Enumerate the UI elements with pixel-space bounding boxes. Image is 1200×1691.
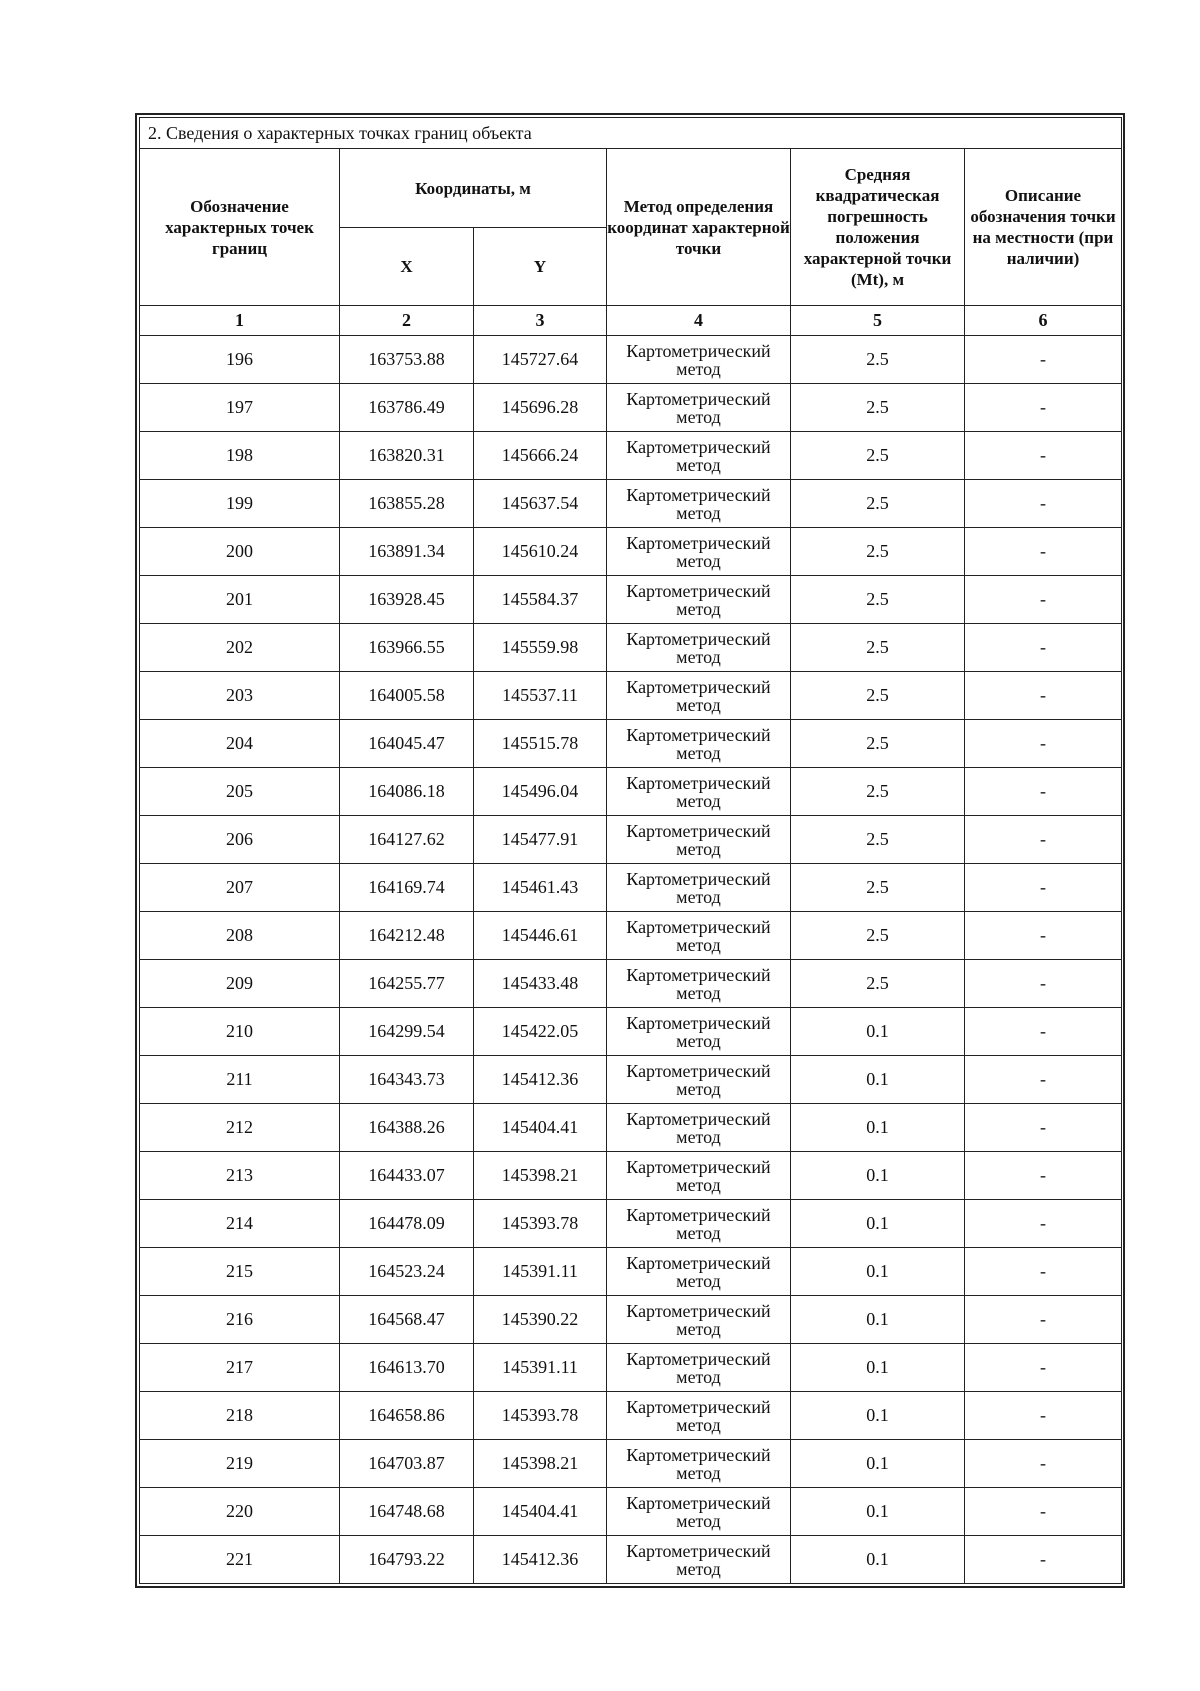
description-cell: - bbox=[965, 960, 1122, 1008]
x-coordinate-cell: 164086.18 bbox=[340, 768, 474, 816]
table-row bbox=[140, 336, 1122, 384]
column-number: 5 bbox=[791, 306, 965, 336]
point-id-cell: 203 bbox=[140, 672, 340, 720]
error-cell: 2.5 bbox=[791, 528, 965, 576]
x-coordinate-cell: 164793.22 bbox=[340, 1536, 474, 1584]
table-row bbox=[140, 672, 1122, 720]
point-id-cell: 198 bbox=[140, 432, 340, 480]
method-cell bbox=[607, 1536, 791, 1584]
y-coordinate-cell: 145393.78 bbox=[474, 1392, 607, 1440]
header-description: Описание обозначения точки на местности (при наличии) bbox=[965, 149, 1122, 306]
x-coordinate-cell: 163786.49 bbox=[340, 384, 474, 432]
point-id-cell: 196 bbox=[140, 336, 340, 384]
table-row bbox=[140, 1248, 1122, 1296]
header-coordinates: Координаты, м bbox=[340, 149, 607, 228]
method-cell bbox=[607, 1488, 791, 1536]
table-row bbox=[140, 1536, 1122, 1584]
method-cell bbox=[607, 1056, 791, 1104]
table-row bbox=[140, 384, 1122, 432]
error-cell: 0.1 bbox=[791, 1008, 965, 1056]
x-coordinate-cell: 163928.45 bbox=[340, 576, 474, 624]
table-row bbox=[140, 960, 1122, 1008]
method-line-2: метод bbox=[676, 1078, 721, 1099]
x-coordinate-cell: 164299.54 bbox=[340, 1008, 474, 1056]
table-row bbox=[140, 768, 1122, 816]
method-line-2: метод bbox=[676, 694, 721, 715]
x-coordinate-cell: 164255.77 bbox=[340, 960, 474, 1008]
method-cell bbox=[607, 1344, 791, 1392]
point-id-cell: 213 bbox=[140, 1152, 340, 1200]
method-line-2: метод bbox=[676, 1270, 721, 1291]
description-cell: - bbox=[965, 672, 1122, 720]
error-cell: 0.1 bbox=[791, 1344, 965, 1392]
description-cell: - bbox=[965, 816, 1122, 864]
point-id-cell: 206 bbox=[140, 816, 340, 864]
x-coordinate-cell: 164478.09 bbox=[340, 1200, 474, 1248]
method-cell bbox=[607, 576, 791, 624]
x-coordinate-cell: 163966.55 bbox=[340, 624, 474, 672]
header-method: Метод определения координат характерной точки bbox=[607, 149, 791, 306]
error-cell: 2.5 bbox=[791, 384, 965, 432]
description-cell: - bbox=[965, 1248, 1122, 1296]
x-coordinate-cell: 164169.74 bbox=[340, 864, 474, 912]
y-coordinate-cell: 145393.78 bbox=[474, 1200, 607, 1248]
description-cell: - bbox=[965, 1152, 1122, 1200]
x-coordinate-cell: 164433.07 bbox=[340, 1152, 474, 1200]
method-line-2: метод bbox=[676, 838, 721, 859]
method-line-1: Картометрический bbox=[626, 1108, 771, 1129]
point-id-cell: 216 bbox=[140, 1296, 340, 1344]
x-coordinate-cell: 164212.48 bbox=[340, 912, 474, 960]
method-cell bbox=[607, 432, 791, 480]
point-id-cell: 219 bbox=[140, 1440, 340, 1488]
error-cell: 2.5 bbox=[791, 816, 965, 864]
method-line-1: Картометрический bbox=[626, 676, 771, 697]
method-cell bbox=[607, 720, 791, 768]
point-id-cell: 215 bbox=[140, 1248, 340, 1296]
error-cell: 0.1 bbox=[791, 1056, 965, 1104]
y-coordinate-cell: 145391.11 bbox=[474, 1248, 607, 1296]
method-line-2: метод bbox=[676, 358, 721, 379]
point-id-cell: 210 bbox=[140, 1008, 340, 1056]
method-line-1: Картометрический bbox=[626, 916, 771, 937]
error-cell: 2.5 bbox=[791, 720, 965, 768]
table-row bbox=[140, 1056, 1122, 1104]
method-cell bbox=[607, 1392, 791, 1440]
error-cell: 2.5 bbox=[791, 432, 965, 480]
method-line-2: метод bbox=[676, 1558, 721, 1579]
header-y: Y bbox=[474, 228, 607, 306]
method-line-1: Картометрический bbox=[626, 1060, 771, 1081]
y-coordinate-cell: 145696.28 bbox=[474, 384, 607, 432]
error-cell: 2.5 bbox=[791, 576, 965, 624]
y-coordinate-cell: 145477.91 bbox=[474, 816, 607, 864]
method-line-2: метод bbox=[676, 502, 721, 523]
column-number-row bbox=[140, 306, 1122, 336]
method-line-2: метод bbox=[676, 1222, 721, 1243]
method-line-1: Картометрический bbox=[626, 580, 771, 601]
table-row bbox=[140, 1008, 1122, 1056]
method-cell bbox=[607, 768, 791, 816]
table-row bbox=[140, 864, 1122, 912]
y-coordinate-cell: 145727.64 bbox=[474, 336, 607, 384]
error-cell: 0.1 bbox=[791, 1488, 965, 1536]
point-id-cell: 218 bbox=[140, 1392, 340, 1440]
error-cell: 2.5 bbox=[791, 480, 965, 528]
point-id-cell: 209 bbox=[140, 960, 340, 1008]
method-line-2: метод bbox=[676, 1510, 721, 1531]
table-row bbox=[140, 1344, 1122, 1392]
method-line-1: Картометрический bbox=[626, 532, 771, 553]
method-cell bbox=[607, 1008, 791, 1056]
method-line-2: метод bbox=[676, 790, 721, 811]
y-coordinate-cell: 145404.41 bbox=[474, 1104, 607, 1152]
method-cell bbox=[607, 336, 791, 384]
error-cell: 2.5 bbox=[791, 960, 965, 1008]
x-coordinate-cell: 163891.34 bbox=[340, 528, 474, 576]
method-cell bbox=[607, 384, 791, 432]
method-cell bbox=[607, 1152, 791, 1200]
y-coordinate-cell: 145537.11 bbox=[474, 672, 607, 720]
method-line-1: Картометрический bbox=[626, 1156, 771, 1177]
point-id-cell: 217 bbox=[140, 1344, 340, 1392]
description-cell: - bbox=[965, 1296, 1122, 1344]
header-x: X bbox=[340, 228, 474, 306]
method-cell bbox=[607, 528, 791, 576]
method-line-1: Картометрический bbox=[626, 1012, 771, 1033]
table-row bbox=[140, 432, 1122, 480]
column-number: 3 bbox=[474, 306, 607, 336]
error-cell: 0.1 bbox=[791, 1200, 965, 1248]
method-line-1: Картометрический bbox=[626, 964, 771, 985]
method-line-2: метод bbox=[676, 886, 721, 907]
y-coordinate-cell: 145412.36 bbox=[474, 1056, 607, 1104]
table-row bbox=[140, 1152, 1122, 1200]
point-id-cell: 197 bbox=[140, 384, 340, 432]
point-id-cell: 201 bbox=[140, 576, 340, 624]
y-coordinate-cell: 145422.05 bbox=[474, 1008, 607, 1056]
y-coordinate-cell: 145446.61 bbox=[474, 912, 607, 960]
column-number: 2 bbox=[340, 306, 474, 336]
y-coordinate-cell: 145404.41 bbox=[474, 1488, 607, 1536]
point-id-cell: 220 bbox=[140, 1488, 340, 1536]
error-cell: 0.1 bbox=[791, 1296, 965, 1344]
x-coordinate-cell: 164045.47 bbox=[340, 720, 474, 768]
point-id-cell: 207 bbox=[140, 864, 340, 912]
table-row bbox=[140, 480, 1122, 528]
method-cell bbox=[607, 1440, 791, 1488]
description-cell: - bbox=[965, 1440, 1122, 1488]
column-number: 4 bbox=[607, 306, 791, 336]
method-cell bbox=[607, 864, 791, 912]
description-cell: - bbox=[965, 624, 1122, 672]
error-cell: 0.1 bbox=[791, 1248, 965, 1296]
y-coordinate-cell: 145666.24 bbox=[474, 432, 607, 480]
description-cell: - bbox=[965, 1536, 1122, 1584]
y-coordinate-cell: 145433.48 bbox=[474, 960, 607, 1008]
x-coordinate-cell: 164523.24 bbox=[340, 1248, 474, 1296]
method-line-1: Картометрический bbox=[626, 484, 771, 505]
method-line-2: метод bbox=[676, 646, 721, 667]
method-line-1: Картометрический bbox=[626, 772, 771, 793]
description-cell: - bbox=[965, 528, 1122, 576]
point-id-cell: 214 bbox=[140, 1200, 340, 1248]
error-cell: 0.1 bbox=[791, 1392, 965, 1440]
method-line-2: метод bbox=[676, 1414, 721, 1435]
x-coordinate-cell: 164703.87 bbox=[340, 1440, 474, 1488]
method-line-2: метод bbox=[676, 1174, 721, 1195]
error-cell: 0.1 bbox=[791, 1152, 965, 1200]
method-line-2: метод bbox=[676, 982, 721, 1003]
table-row bbox=[140, 1440, 1122, 1488]
method-cell bbox=[607, 1104, 791, 1152]
point-id-cell: 204 bbox=[140, 720, 340, 768]
description-cell: - bbox=[965, 912, 1122, 960]
column-number: 1 bbox=[140, 306, 340, 336]
method-line-1: Картометрический bbox=[626, 628, 771, 649]
description-cell: - bbox=[965, 1488, 1122, 1536]
table-row bbox=[140, 528, 1122, 576]
point-id-cell: 199 bbox=[140, 480, 340, 528]
description-cell: - bbox=[965, 864, 1122, 912]
method-line-1: Картометрический bbox=[626, 820, 771, 841]
method-line-1: Картометрический bbox=[626, 388, 771, 409]
point-id-cell: 200 bbox=[140, 528, 340, 576]
error-cell: 0.1 bbox=[791, 1104, 965, 1152]
x-coordinate-cell: 163855.28 bbox=[340, 480, 474, 528]
y-coordinate-cell: 145584.37 bbox=[474, 576, 607, 624]
description-cell: - bbox=[965, 1104, 1122, 1152]
y-coordinate-cell: 145391.11 bbox=[474, 1344, 607, 1392]
table-row bbox=[140, 624, 1122, 672]
description-cell: - bbox=[965, 720, 1122, 768]
method-cell bbox=[607, 1296, 791, 1344]
method-line-1: Картометрический bbox=[626, 436, 771, 457]
description-cell: - bbox=[965, 1008, 1122, 1056]
method-line-2: метод bbox=[676, 1318, 721, 1339]
point-id-cell: 212 bbox=[140, 1104, 340, 1152]
method-line-1: Картометрический bbox=[626, 1396, 771, 1417]
method-line-2: метод bbox=[676, 598, 721, 619]
method-line-1: Картометрический bbox=[626, 868, 771, 889]
y-coordinate-cell: 145461.43 bbox=[474, 864, 607, 912]
x-coordinate-cell: 163753.88 bbox=[340, 336, 474, 384]
method-line-1: Картометрический bbox=[626, 1204, 771, 1225]
y-coordinate-cell: 145398.21 bbox=[474, 1440, 607, 1488]
description-cell: - bbox=[965, 432, 1122, 480]
y-coordinate-cell: 145496.04 bbox=[474, 768, 607, 816]
method-cell bbox=[607, 1248, 791, 1296]
y-coordinate-cell: 145412.36 bbox=[474, 1536, 607, 1584]
error-cell: 0.1 bbox=[791, 1536, 965, 1584]
description-cell: - bbox=[965, 1344, 1122, 1392]
x-coordinate-cell: 164658.86 bbox=[340, 1392, 474, 1440]
method-line-2: метод bbox=[676, 934, 721, 955]
x-coordinate-cell: 163820.31 bbox=[340, 432, 474, 480]
header-error: Средняя квадратическая погрешность положения характерной точки (Mt), м bbox=[791, 149, 965, 306]
table-row bbox=[140, 576, 1122, 624]
y-coordinate-cell: 145637.54 bbox=[474, 480, 607, 528]
point-id-cell: 211 bbox=[140, 1056, 340, 1104]
method-cell bbox=[607, 624, 791, 672]
description-cell: - bbox=[965, 1392, 1122, 1440]
method-cell bbox=[607, 912, 791, 960]
x-coordinate-cell: 164748.68 bbox=[340, 1488, 474, 1536]
y-coordinate-cell: 145398.21 bbox=[474, 1152, 607, 1200]
method-line-2: метод bbox=[676, 550, 721, 571]
method-line-2: метод bbox=[676, 454, 721, 475]
error-cell: 2.5 bbox=[791, 336, 965, 384]
x-coordinate-cell: 164568.47 bbox=[340, 1296, 474, 1344]
table-row bbox=[140, 1104, 1122, 1152]
table-row bbox=[140, 720, 1122, 768]
description-cell: - bbox=[965, 1200, 1122, 1248]
method-line-1: Картометрический bbox=[626, 340, 771, 361]
method-line-1: Картометрический bbox=[626, 1492, 771, 1513]
method-line-2: метод bbox=[676, 1030, 721, 1051]
method-line-1: Картометрический bbox=[626, 1300, 771, 1321]
boundary-points-table bbox=[139, 117, 1122, 1584]
method-line-2: метод bbox=[676, 1462, 721, 1483]
method-cell bbox=[607, 480, 791, 528]
point-id-cell: 205 bbox=[140, 768, 340, 816]
point-id-cell: 221 bbox=[140, 1536, 340, 1584]
method-cell bbox=[607, 960, 791, 1008]
description-cell: - bbox=[965, 384, 1122, 432]
table-row bbox=[140, 816, 1122, 864]
description-cell: - bbox=[965, 480, 1122, 528]
description-cell: - bbox=[965, 768, 1122, 816]
error-cell: 0.1 bbox=[791, 1440, 965, 1488]
method-line-2: метод bbox=[676, 1366, 721, 1387]
table-body bbox=[140, 336, 1122, 1584]
x-coordinate-cell: 164005.58 bbox=[340, 672, 474, 720]
table-row bbox=[140, 1488, 1122, 1536]
error-cell: 2.5 bbox=[791, 768, 965, 816]
x-coordinate-cell: 164343.73 bbox=[340, 1056, 474, 1104]
table-row bbox=[140, 1296, 1122, 1344]
x-coordinate-cell: 164127.62 bbox=[340, 816, 474, 864]
method-line-2: метод bbox=[676, 1126, 721, 1147]
column-number: 6 bbox=[965, 306, 1122, 336]
section-title: 2. Сведения о характерных точках границ объекта bbox=[140, 118, 1122, 149]
method-line-2: метод bbox=[676, 406, 721, 427]
point-id-cell: 202 bbox=[140, 624, 340, 672]
y-coordinate-cell: 145559.98 bbox=[474, 624, 607, 672]
description-cell: - bbox=[965, 1056, 1122, 1104]
method-line-1: Картометрический bbox=[626, 1540, 771, 1561]
table-row bbox=[140, 912, 1122, 960]
method-line-2: метод bbox=[676, 742, 721, 763]
table-row bbox=[140, 1392, 1122, 1440]
method-cell bbox=[607, 672, 791, 720]
y-coordinate-cell: 145390.22 bbox=[474, 1296, 607, 1344]
table-row bbox=[140, 1200, 1122, 1248]
method-line-1: Картометрический bbox=[626, 724, 771, 745]
error-cell: 2.5 bbox=[791, 912, 965, 960]
x-coordinate-cell: 164388.26 bbox=[340, 1104, 474, 1152]
description-cell: - bbox=[965, 576, 1122, 624]
error-cell: 2.5 bbox=[791, 672, 965, 720]
header-designation: Обозначение характерных точек границ bbox=[140, 149, 340, 306]
y-coordinate-cell: 145610.24 bbox=[474, 528, 607, 576]
method-cell bbox=[607, 1200, 791, 1248]
error-cell: 2.5 bbox=[791, 624, 965, 672]
y-coordinate-cell: 145515.78 bbox=[474, 720, 607, 768]
error-cell: 2.5 bbox=[791, 864, 965, 912]
description-cell: - bbox=[965, 336, 1122, 384]
x-coordinate-cell: 164613.70 bbox=[340, 1344, 474, 1392]
method-cell bbox=[607, 816, 791, 864]
method-line-1: Картометрический bbox=[626, 1444, 771, 1465]
point-id-cell: 208 bbox=[140, 912, 340, 960]
method-line-1: Картометрический bbox=[626, 1348, 771, 1369]
method-line-1: Картометрический bbox=[626, 1252, 771, 1273]
